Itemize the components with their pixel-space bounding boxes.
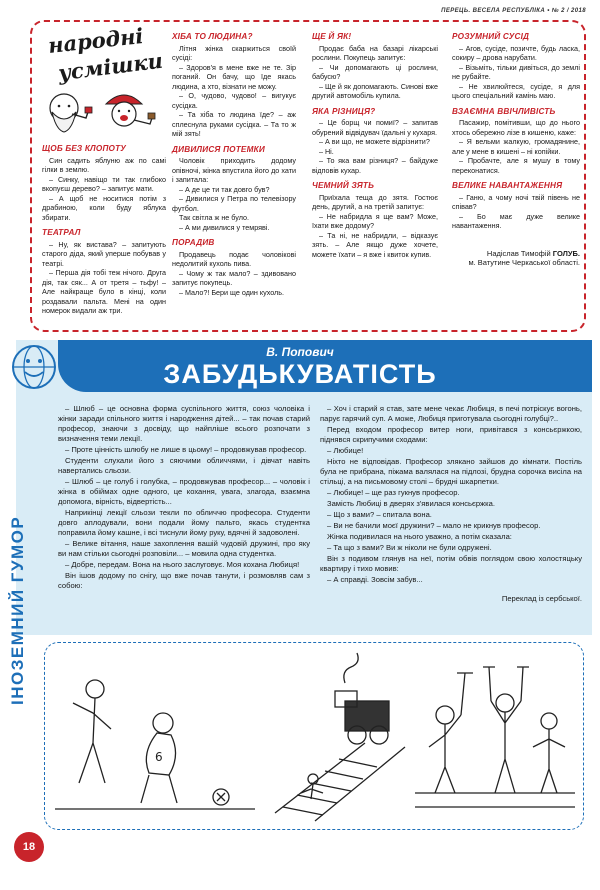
story-paragraph: Наприкінці лекції сльози текли по обличчю професора. Студенти довго аплодували, вони подали йому пальто, якась студентка поправила йому кашне, і всі тиснули йому руку, вдячні й задоволені. bbox=[58, 508, 310, 537]
jokes-column-3 bbox=[312, 32, 438, 259]
joke-text: – Агов, сусіде, позичте, будь ласка, сокиру – дрова нарубати. bbox=[452, 43, 580, 62]
jokes-column-1 bbox=[42, 23, 166, 316]
story-paragraph: Замість Любиці в дверях з'явилася консьєржка. bbox=[327, 499, 495, 508]
signature-prefix: Надіслав Тимофій bbox=[486, 248, 553, 258]
story-paragraph: – Хоч і старий я став, зате мене чекає Любиця, в печі потріскує вогонь, парує гарячий суп. А може, Любиця приготувала сьогодні голубці?.. bbox=[320, 404, 582, 423]
story-paragraph: – Ви не бачили моєї дружини? – мало не крикнув професор. bbox=[327, 521, 541, 530]
joke-text: – Синку, навіщо ти так глибоко вкопуєш дерево? – запитує мати. bbox=[42, 174, 166, 193]
story-paragraph: – Добре, передам. Вона на нього заслуговує. Моя кохана Любиця! bbox=[65, 560, 300, 569]
logo-line-1: народні bbox=[46, 23, 145, 58]
joke-6 bbox=[312, 32, 438, 101]
joke-text: – Візьміть, тільки дивіться, до землі не рубайте. bbox=[452, 62, 580, 81]
joke-text: – Чи допомагають ці рослини, бабусю? bbox=[312, 62, 438, 81]
sender-place: м. Ватутине Черкаської області. bbox=[468, 258, 580, 267]
joke-4 bbox=[172, 145, 296, 233]
story-paragraph: – Шлюб – це голуб і голубка, – продовжував професор... – чоловік і жінка в обіймах одне одного, це кохання, увага, злагода, взаємна допомога, вірність, відвертість... bbox=[58, 477, 310, 506]
joke-text: – А ми дивилися у темряві. bbox=[179, 222, 270, 232]
masthead: ПЕРЕЦЬ. ВЕСЕЛА РЕСПУБЛІКА • № 2 / 2018 bbox=[441, 8, 586, 14]
story-paragraph: – Шлюб – це основна форма суспільного життя, союз чоловіка і жінки заради спільного життя і народження дітей... – так почав старий професор, знаючи з досвіду, що найпліше всього розпочати з визначення теми лекції. bbox=[58, 404, 310, 443]
translation-note: Переклад із сербської. bbox=[501, 594, 582, 603]
joke-7 bbox=[312, 107, 438, 176]
joke-1 bbox=[42, 144, 166, 222]
joke-text: – Ні. bbox=[319, 146, 334, 156]
joke-text: – Бо має дуже велике навантаження. bbox=[452, 211, 580, 230]
jokes-column-2 bbox=[172, 32, 296, 297]
joke-text: – То яка вам різниця? – байдуже відповів кухар. bbox=[312, 156, 438, 175]
joke-text: Пасажир, помітивши, що до нього хтось обережно лізе в кишеню, каже: bbox=[452, 118, 580, 137]
story-paragraph: Він ішов додому по снігу, що вже почав танути, і розмовляв сам з собою: bbox=[58, 571, 310, 590]
story-column-1 bbox=[58, 404, 310, 592]
joke-text: Чоловік приходить додому опівночі, жінка впустила його до хати і запитала: bbox=[172, 156, 296, 184]
joke-title: ХІБА ТО ЛЮДИНА? bbox=[172, 32, 253, 41]
joke-title: РОЗУМНИЙ СУСІД bbox=[452, 32, 530, 41]
story-paragraph: – Любице! – ще раз гукнув професор. bbox=[327, 488, 460, 497]
story-paragraph: Ніхто не відповідав. Професор злякано зайшов до кімнати. Постіль була не прибрана, піжама валялася на підлозі, брудна сорочка висіла на стільці, а на письмовому столі – брудні шкарпетки. bbox=[320, 457, 582, 486]
soccer-cartoon-illustration bbox=[55, 680, 255, 809]
section-title-vertical: ІНОЗЕМНИЙ ГУМОР bbox=[8, 515, 27, 705]
joke-text: – Не набридла я ще вам? Може, їхати вже додому? bbox=[312, 211, 438, 230]
story-paragraph: – Любице! bbox=[327, 446, 364, 455]
signature-name: ГОЛУБ. bbox=[552, 248, 580, 258]
joke-text: – О, чудово, чудово! – вигукує сусідка. bbox=[172, 91, 296, 110]
cartoons-strip bbox=[45, 643, 581, 827]
svg-text:6: 6 bbox=[155, 750, 163, 764]
joke-text: Продавець подає чоловікові недолитий кухоль пива. bbox=[172, 249, 296, 268]
joke-text: – Здоров'я в мене вже не те. Зір поганий. Он бачу, що їде якась людина, а хто, візнати не можу. bbox=[172, 62, 296, 91]
joke-text: – Пробачте, але я мушу в тому переконатися. bbox=[452, 156, 580, 175]
page-number-badge: 18 bbox=[14, 832, 44, 862]
joke-title: ЩОБ БЕЗ КЛОПОТУ bbox=[42, 144, 127, 153]
joke-text: Приїхала теща до зятя. Гостює день, другий, а на третій запитує: bbox=[312, 192, 438, 211]
joke-8 bbox=[312, 181, 438, 259]
joke-title: ВЗАЄМНА ВВІЧЛИВІСТЬ bbox=[452, 106, 556, 116]
joke-5 bbox=[172, 238, 296, 297]
joke-text: – Чому ж так мало? – здивовано запитує покупець. bbox=[172, 268, 296, 287]
sender-signature bbox=[452, 249, 580, 259]
joke-text: – Та хіба то людина їде? – аж сплеснула руками сусідка. – Та то ж мій зять! bbox=[172, 110, 296, 138]
joke-title: ЧЕМНИЙ ЗЯТЬ bbox=[312, 181, 375, 190]
story-paragraph: Він з подивом глянув на неї, потім обвів поглядом свою холостяцьку квартиру і тихо мовив: bbox=[320, 554, 582, 573]
joke-3 bbox=[172, 32, 296, 139]
hammer-cartoon-illustration bbox=[415, 667, 575, 807]
story-paragraph: Перед входом професор витер ноги, привітався з консьєржкою, піднявся скрипучими сходами: bbox=[320, 425, 582, 444]
old-man-pipe-illustration bbox=[42, 82, 166, 138]
folk-jokes-logo bbox=[42, 23, 166, 138]
joke-text: Син садить яблуню аж по самі гілки в землю. bbox=[42, 155, 166, 174]
joke-text: – Ну, як вистава? – запитують старого діда, який уперше побував у театрі. bbox=[42, 239, 166, 268]
train-cartoon-illustration bbox=[275, 653, 405, 821]
joke-title: ВЕЛИКЕ НАВАНТАЖЕННЯ bbox=[452, 181, 563, 190]
joke-9 bbox=[452, 32, 580, 101]
joke-text: – Це борщ чи помиї? – запитав обурений відвідувач їдальні у кухаря. bbox=[312, 118, 438, 137]
story-paragraph: – Що з вами? – спитала вона. bbox=[327, 510, 432, 519]
joke-text: – Ганю, а чому ночі твій півень не співав? bbox=[452, 192, 580, 211]
cartoons-box bbox=[44, 642, 584, 830]
story-paragraph: – Велике вітання, наше захоплення вашій чудовій дружині, про яку ви нам стільки сьогодні розповіли... – мовила одна студентка. bbox=[58, 539, 310, 558]
joke-2 bbox=[42, 228, 166, 316]
joke-text: – Я вельми жалкую, громадянине, але у мене в кишені – ні копійки. bbox=[452, 137, 580, 156]
joke-title: ТЕАТРАЛ bbox=[42, 228, 81, 237]
joke-11 bbox=[452, 181, 580, 231]
story-paragraph: Жінка подивилася на нього уважно, а потім сказала: bbox=[327, 532, 512, 541]
story-paragraph: – Проте цінність шлюбу не лише в цьому! – продовжував професор. bbox=[65, 445, 307, 454]
joke-text: Продає баба на базарі лікарські рослини. Покупець запитує: bbox=[312, 43, 438, 62]
joke-text: Так світла ж не було. bbox=[179, 213, 249, 222]
joke-text: – Ще й як допомагають. Синові вже другий автомобіль купила. bbox=[312, 81, 438, 100]
joke-text: – А де це ти так довго був? bbox=[179, 184, 270, 194]
joke-text: – Дивилися у Петра по телевізору футбол. bbox=[172, 194, 296, 213]
joke-text: Літня жінка скаржиться своїй сусіді: bbox=[172, 43, 296, 62]
joke-10 bbox=[452, 107, 580, 176]
joke-text: – Не хвилюйтеся, сусіде, я для цього спеціальний камінь маю. bbox=[452, 81, 580, 100]
story-author: В. Попович bbox=[266, 345, 334, 359]
joke-title: ЩЕ Й ЯК! bbox=[312, 32, 352, 41]
story-title: ЗАБУДЬКУВАТІСТЬ bbox=[163, 359, 437, 389]
story-paragraph: – Та що з вами? Ви ж ніколи не були одружені. bbox=[327, 543, 492, 552]
joke-title: ЯКА РІЗНИЦЯ? bbox=[312, 106, 376, 116]
logo-line-2: усмішки bbox=[56, 47, 165, 86]
joke-text: – А щоб не носитися потім з драбиною, коли буду яблука збирати. bbox=[42, 193, 166, 222]
joke-text: – А ви що, не можете відрізнити? bbox=[319, 137, 430, 146]
joke-title: ПОРАДИВ bbox=[172, 238, 215, 247]
joke-title: ДИВИЛИСЯ ПОТЕМКИ bbox=[172, 144, 265, 154]
story-paragraph: Студенти слухали його з сяючими обличчями, і дівчат навіть навертались сльози. bbox=[58, 456, 310, 475]
joke-text: – Мало?! Бери ще один кухоль. bbox=[179, 287, 284, 297]
joke-text: – Та ні, не набридли, – відказує зять. – Але якщо дуже хочете, можете їхати – я вже і квиток купив. bbox=[312, 230, 438, 259]
joke-text: – Перша дія тобі теж нічого. Друга дія, так сяк... А от третя – тьфу! – Але найкраще було в кінці, коли роздавали пальта. Мені на один номерок видали аж три. bbox=[42, 268, 166, 315]
jokes-column-4 bbox=[452, 32, 580, 268]
story-column-2 bbox=[320, 404, 582, 604]
story-paragraph: – А справді. Зовсім забув... bbox=[327, 575, 423, 584]
